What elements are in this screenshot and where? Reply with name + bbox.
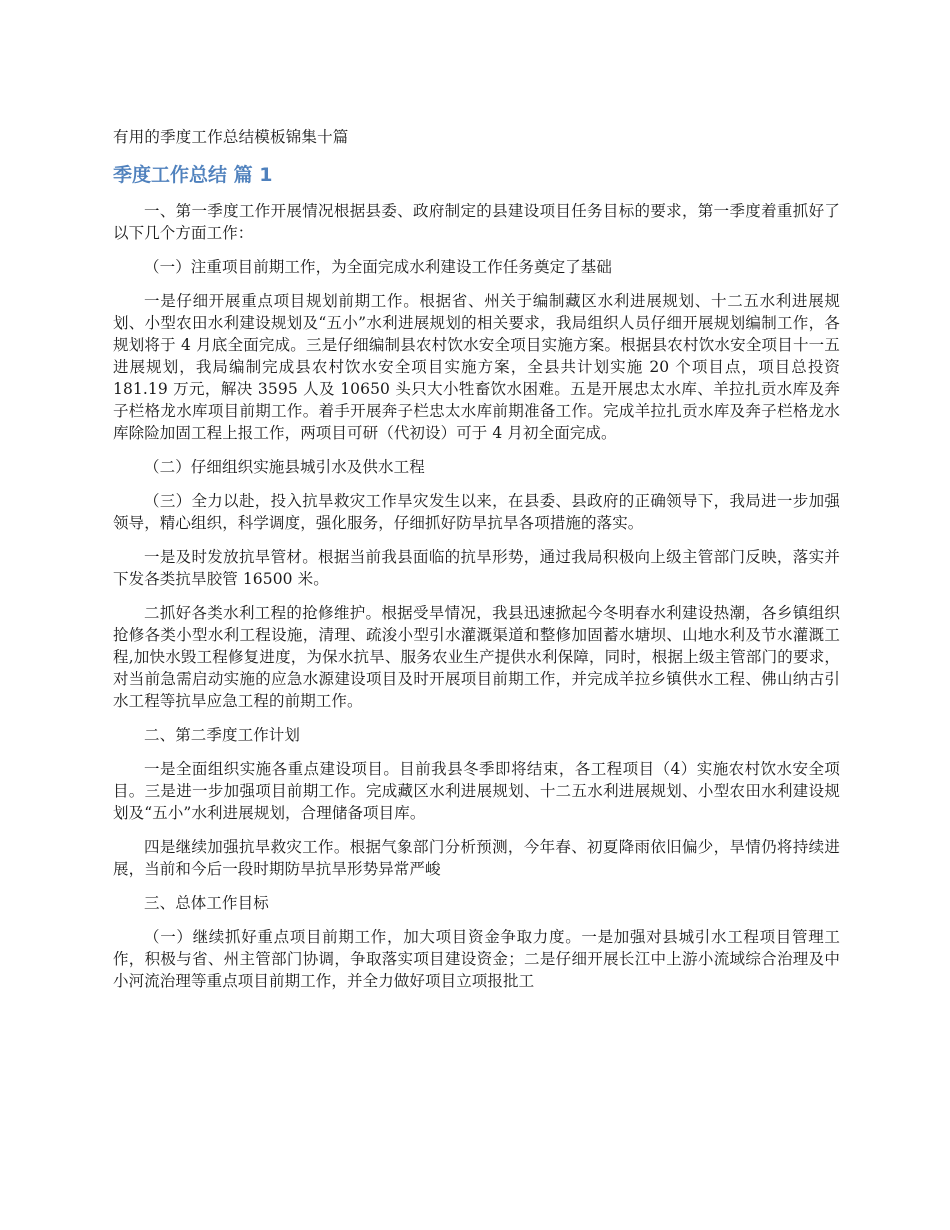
paragraph-drought: 四是继续加强抗旱救灾工作。根据气象部门分析预测，今年春、初夏降雨依旧偏少，旱情仍将持续进展，当前和今后一段时期防旱抗旱形势异常严峻 (113, 838, 840, 878)
paragraph-goals-heading: 三、总体工作目标 (144, 894, 269, 912)
paragraph-q2-projects: 一是全面组织实施各重点建设项目。目前我县冬季即将结束，各工程项目（4）实施农村饮水安全项目。三是进一步加强项目前期工作。完成藏区水利进展规划、十二五水利进展规划、小型农田水利建设规划及“五小”水利进展规划，合理储备项目库。 (113, 760, 840, 822)
paragraph-goals-1: （一）继续抓好重点项目前期工作，加大项目资金争取力度。一是加强对县城引水工程项目管理工作，积极与省、州主管部门协调，争取落实项目建设资金；二是仔细开展长江中上游小流域综合治理及中小河流治理等重点项目前期工作，并全力做好项目立项报批工 (113, 928, 840, 990)
paragraph-sub-1: （一）注重项目前期工作，为全面完成水利建设工作任务奠定了基础 (144, 258, 613, 276)
paragraph-planning-work: 一是仔细开展重点项目规划前期工作。根据省、州关于编制藏区水利进展规划、十二五水利进展规划、小型农田水利建设规划及“五小”水利进展规划的相关要求，我局组织人员仔细开展规划编制工作，各规划将于 4 月底全面完成。三是仔细编制县农村饮水安全项目实施方案。根据县农村饮水安全项目十一五进展规划，我局编制完成县农村饮水安全项目实施方案，全县共计划实施 20 个项目点，项目总投资 181.19 万元，解决 3595 人及 10650 头只大小牲畜饮水困难。五是开展忠太水库、羊拉扎贡水库及奔子栏格龙水库项目前期工作。着手开展奔子栏忠太水库前期准备工作。完成羊拉扎贡水库及奔子栏格龙水库除险加固工程上报工作，两项目可研（代初设）可于 4 月初全面完成。 (113, 292, 840, 442)
section-heading: 季度工作总结 篇 1 (113, 164, 273, 186)
paragraph-q2-heading: 二、第二季度工作计划 (144, 726, 301, 744)
document-page (113, 126, 840, 1004)
paragraph-sub-2: （二）仔细组织实施县城引水及供水工程 (144, 458, 425, 476)
paragraph-pipes: 一是及时发放抗旱管材。根据当前我县面临的抗旱形势，通过我局积极向上级主管部门反映，落实并下发各类抗旱胶管 16500 米。 (113, 548, 840, 588)
paragraph-q1-overview: 一、第一季度工作开展情况根据县委、政府制定的县建设项目任务目标的要求，第一季度着重抓好了以下几个方面工作： (113, 202, 840, 242)
paragraph-sub-3: （三）全力以赴，投入抗旱救灾工作旱灾发生以来，在县委、县政府的正确领导下，我局进一步加强领导，精心组织，科学调度，强化服务，仔细抓好防旱抗旱各项措施的落实。 (113, 492, 840, 532)
paragraph-repairs: 二抓好各类水利工程的抢修维护。根据受旱情况，我县迅速掀起今冬明春水利建设热潮，各乡镇组织抢修各类小型水利工程设施，清理、疏浚小型引水灌溉渠道和整修加固蓄水塘坝、山地水利及节水灌溉工程,加快水毁工程修复进度，为保水抗旱、服务农业生产提供水利保障，同时，根据上级主管部门的要求，对当前急需启动实施的应急水源建设项目及时开展项目前期工作，并完成羊拉乡镇供水工程、佛山纳古引水工程等抗旱应急工程的前期工作。 (113, 604, 840, 710)
document-title: 有用的季度工作总结模板锦集十篇 (113, 128, 349, 146)
